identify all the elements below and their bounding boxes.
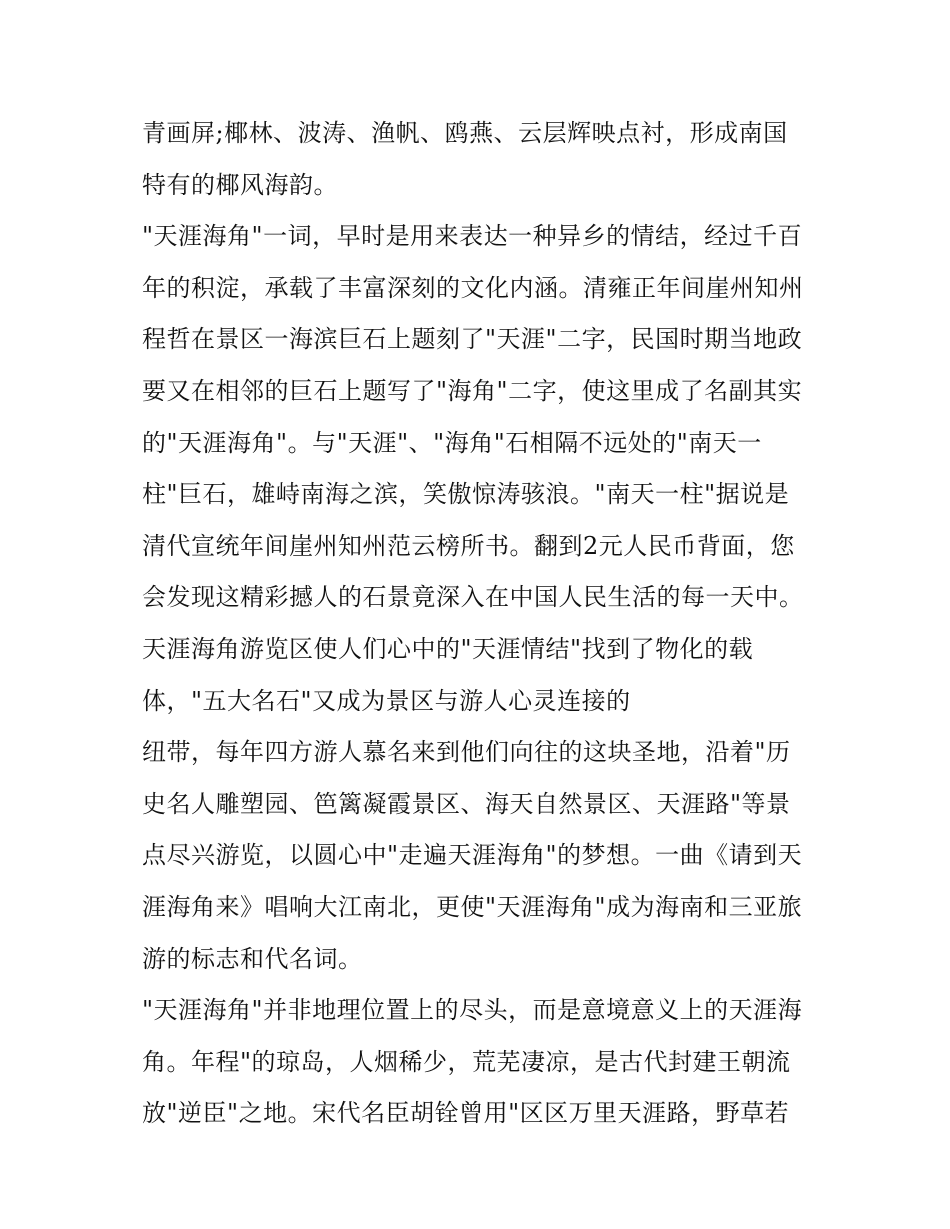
text-line: 纽带，每年四方游人慕名来到他们向往的这块圣地，沿着"历: [142, 738, 791, 767]
text-line: "天涯海角"一词，早时是用来表达一种异乡的情结，经过千百: [142, 222, 803, 251]
text-line: 柱"巨石，雄峙南海之滨，笑傲惊涛骇浪。"南天一柱"据说是: [142, 480, 790, 509]
text-line: 角。年程"的琼岛，人烟稀少，荒芜凄凉，是古代封建王朝流: [142, 1047, 791, 1076]
text-line: 放"逆臣"之地。宋代名臣胡铨曾用"区区万里天涯路，野草若: [142, 1099, 790, 1128]
text-line: 体，"五大名石"又成为景区与游人心灵连接的: [142, 686, 631, 715]
text-line: 程哲在景区一海滨巨石上题刻了"天涯"二字，民国时期当地政: [142, 325, 803, 354]
text-line: 游的标志和代名词。: [142, 944, 363, 973]
text-line: 涯海角来》唱响大江南北，更使"天涯海角"成为海南和三亚旅: [142, 892, 803, 921]
text-line: 年的积淀，承载了丰富深刻的文化内涵。清雍正年间崖州知州: [142, 273, 804, 302]
text-line: 要又在相邻的巨石上题写了"海角"二字，使这里成了名副其实: [142, 376, 803, 405]
text-line: 会发现这精彩撼人的石景竟深入在中国人民生活的每一天中。: [142, 583, 804, 612]
body-text: [142, 108, 822, 1140]
text-line: 的"天涯海角"。与"天涯"、"海角"石相隔不远处的"南天一: [142, 428, 762, 457]
text-line: 史名人雕塑园、笆篱凝霞景区、海天自然景区、天涯路"等景: [142, 789, 791, 818]
text-line: 点尽兴游览，以圆心中"走遍天涯海角"的梦想。一曲《请到天: [142, 841, 803, 870]
text-line: 青画屏;椰林、波涛、渔帆、鸥燕、云层辉映点衬，形成南国: [142, 119, 788, 147]
text-line: 天涯海角游览区使人们心中的"天涯情结"找到了物化的载: [142, 634, 754, 663]
text-line: 清代宣统年间崖州知州范云榜所书。翻到2元人民币背面，您: [142, 531, 795, 560]
text-line: "天涯海角"并非地理位置上的尽头，而是意境意义上的天涯海: [142, 996, 803, 1025]
text-line: 特有的椰风海韵。: [142, 170, 338, 199]
